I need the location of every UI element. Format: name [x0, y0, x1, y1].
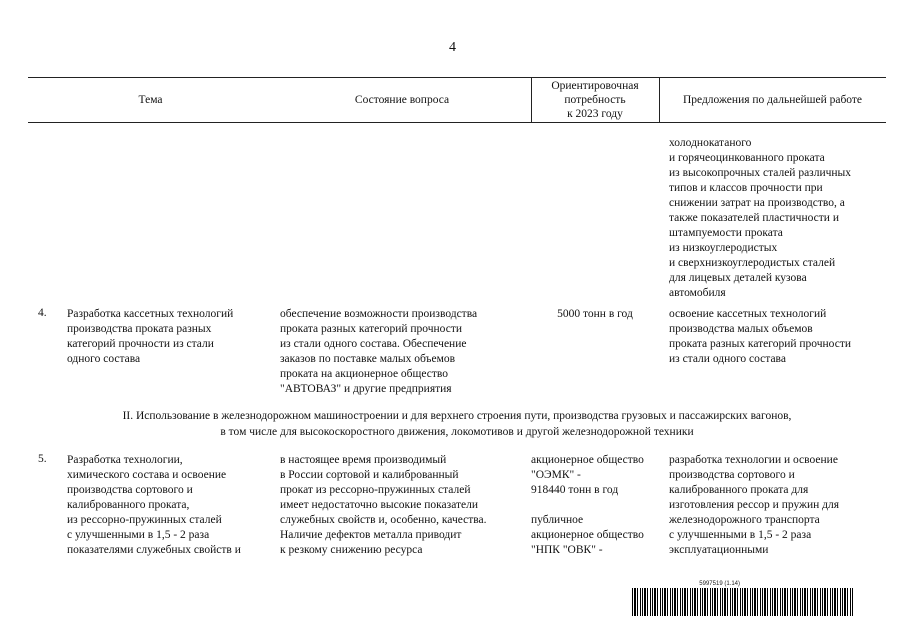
row-number: 5.: [38, 453, 47, 465]
row5-state: в настоящее время производимый в России сортовой и калиброванный прокат из рессорно-пружинных сталей имеет недостаточно высокие показатели служебных свойств и, особенно, качества. Наличие дефектов металла приводит к резкому снижению ресурса: [280, 454, 487, 556]
section-title: II. Использование в железнодорожном машиностроении и для верхнего строения пути, производства грузовых и пассажирских вагонов, в том числе для высокоскоростного движения, локомотивов и другой железнодорожной техники: [122, 410, 792, 438]
proposals-continuation: холоднокатаного и горячеоцинкованного проката из высокопрочных сталей различных типов и классов прочности при снижении затрат на производство, а также показателей пластичности и штампуемости проката из низкоуглеродистых и сверхнизкоуглеродистых сталей для лицевых деталей кузова автомобиля: [669, 137, 852, 299]
header-state: Состояние вопроса: [354, 94, 450, 106]
row4-demand: 5000 тонн в год: [557, 308, 633, 320]
header-bottom-rule: [28, 122, 886, 123]
barcode-bars: [632, 588, 854, 616]
header-demand: Ориентировочная потребность к 2023 году: [551, 80, 639, 120]
row4-topic: Разработка кассетных технологий производства проката разных категорий прочности из стали одного состава: [67, 308, 234, 365]
barcode: [632, 581, 854, 615]
row4-state: обеспечение возможности производства проката разных категорий прочности из стали одного состава. Обеспечение заказов по поставке малых объемов проката на акционерное общество "АВТОВАЗ" и другие предприятия: [280, 308, 478, 395]
header-proposals: Предложения по дальнейшей работе: [682, 94, 863, 106]
header-topic: Тема: [138, 94, 163, 106]
row5-demand: акционерное общество "ОЭМК" - 918440 тонн в год публичное акционерное общество "НПК "ОВК" -: [531, 454, 644, 556]
barcode-number: 5997519 (1.14): [699, 581, 740, 587]
page-number: 4: [449, 40, 456, 55]
row-number: 4.: [38, 307, 47, 319]
row4-proposals: освоение кассетных технологий производства малых объемов проката разных категорий прочности из стали одного состава: [669, 308, 852, 365]
row5-proposals: разработка технологии и освоение производства сортового и калиброванного проката для изготовления рессор и пружин для железнодорожного транспорта с улучшенными в 1,5 - 2 раза эксплуатационными: [669, 454, 840, 556]
table-top-rule: [28, 77, 886, 78]
row5-topic: Разработка технологии, химического состава и освоение производства сортового и калиброванного проката, из рессорно-пружинных сталей с улучшенными в 1,5 - 2 раза показателями служебных свойств и: [67, 454, 241, 556]
